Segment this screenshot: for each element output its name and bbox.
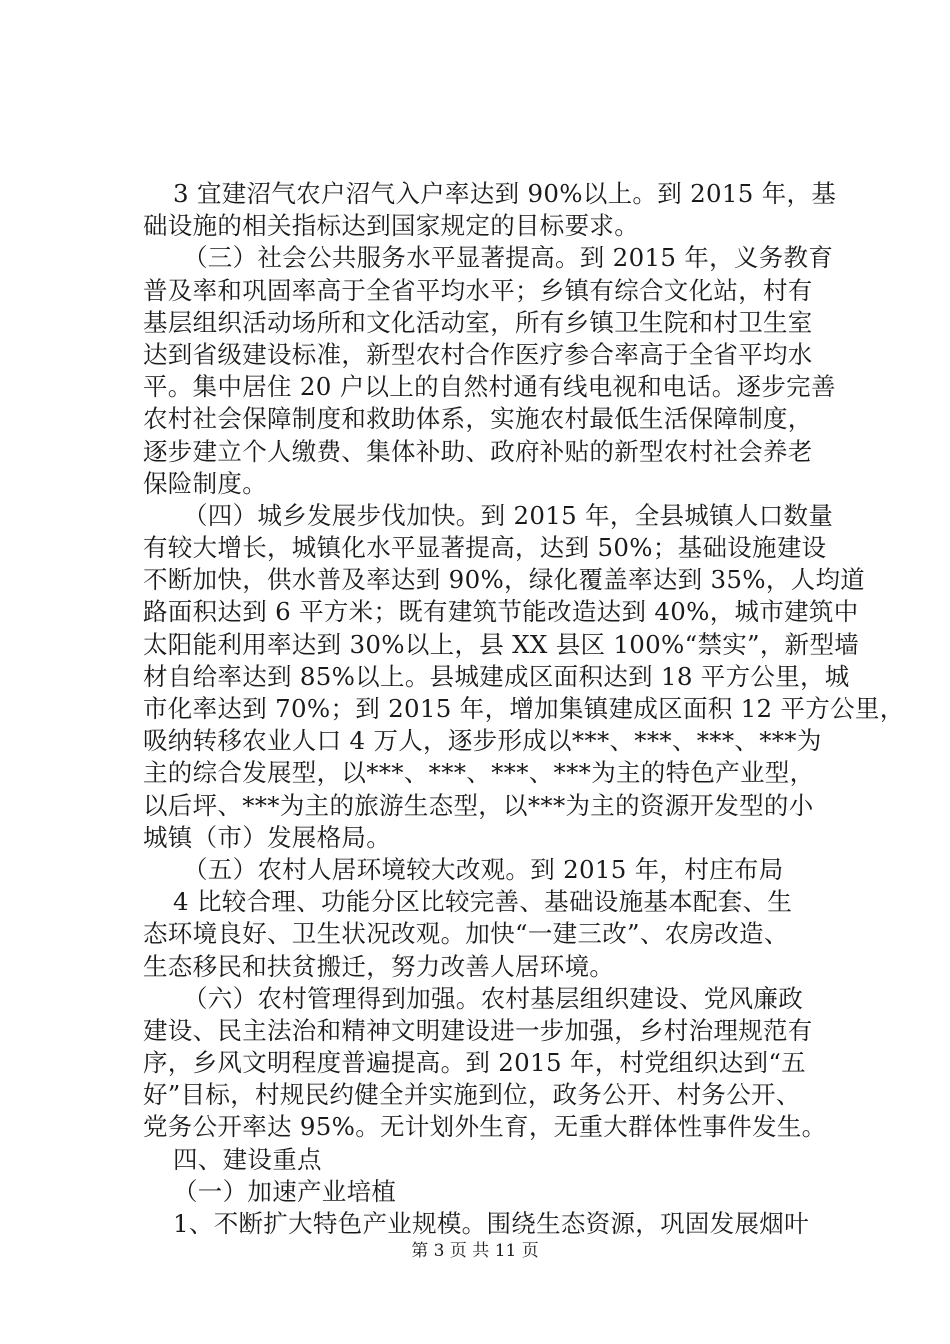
text-line: 市化率达到 70%；到 2015 年，增加集镇建成区面积 12 平方公里， [143,694,905,723]
text-line: 逐步建立个人缴费、集体补助、政府补贴的新型农村社会养老 [143,436,813,466]
text-line: 基层组织活动场所和文化活动室，所有乡镇卫生院和村卫生室 [143,307,813,337]
text-line: 不断加快，供水普及率达到 90%，绿化覆盖率达到 35%，人均道 [143,565,866,595]
text-line: 主的综合发展型，以***、***、***、***为主的特色产业型， [143,758,815,788]
text-line: 1、不断扩大特色产业规模。围绕生态资源，巩固发展烟叶 [173,1209,809,1238]
text-line: 态环境良好、卫生状况改观。加快“一建三改”、农房改造、 [143,919,789,949]
text-line: 材自给率达到 85%以上。县城建成区面积达到 18 平方公里，城 [143,661,850,691]
text-line: 四、建设重点 [173,1144,322,1174]
text-line: （五）农村人居环境较大改观。到 2015 年，村庄布局 [183,854,784,884]
page-footer: 第 3 页 共 11 页 [411,1241,539,1261]
text-line: 好”目标，村规民约健全并实施到位，政务公开、村务公开、 [143,1080,801,1110]
text-line: 普及率和巩固率高于全省平均水平；乡镇有综合文化站，村有 [143,275,813,305]
text-line: 4 比较合理、功能分区比较完善、基础设施基本配套、生 [173,887,793,917]
text-line: 序，乡风文明程度普遍提高。到 2015 年，村党组织达到“五 [143,1048,806,1078]
text-line: 3 宜建沼气农户沼气入户率达到 90%以上。到 2015 年，基 [173,179,837,208]
text-line: 吸纳转移农业人口 4 万人，逐步形成以***、***、***、***为 [143,726,822,756]
text-line: （三）社会公共服务水平显著提高。到 2015 年，义务教育 [183,243,834,273]
text-line: 太阳能利用率达到 30%以上，县 XX 县区 100%“禁实”，新型墙 [143,629,860,659]
text-line: 建设、民主法治和精神文明建设进一步加强，乡村治理规范有 [143,1015,813,1045]
text-line: 党务公开率达 95%。无计划外生育，无重大群体性事件发生。 [143,1112,827,1142]
text-line: 生态移民和扶贫搬迁，努力改善人居环境。 [143,951,615,981]
text-line: （一）加速产业培植 [173,1176,397,1206]
text-line: （六）农村管理得到加强。农村基层组织建设、党风廉政 [183,983,803,1013]
text-line: 有较大增长，城镇化水平显著提高，达到 50%；基础设施建设 [143,533,827,563]
text-line: （四）城乡发展步伐加快。到 2015 年，全县城镇人口数量 [183,500,834,530]
text-line: 农村社会保障制度和救助体系，实施农村最低生活保障制度， [143,404,813,434]
text-line: 城镇（市）发展格局。 [143,822,391,852]
document-body [143,178,905,1240]
text-line: 保险制度。 [143,468,267,498]
text-line: 以后坪、***为主的旅游生态型，以***为主的资源开发型的小 [143,790,814,820]
text-line: 路面积达到 6 平方米；既有建筑节能改造达到 40%，城市建筑中 [143,597,859,627]
text-line: 础设施的相关指标达到国家规定的目标要求。 [143,211,639,241]
text-line: 达到省级建设标准，新型农村合作医疗参合率高于全省平均水 [143,339,813,369]
text-line: 平。集中居住 20 户以上的自然村通有线电视和电话。逐步完善 [143,372,836,402]
